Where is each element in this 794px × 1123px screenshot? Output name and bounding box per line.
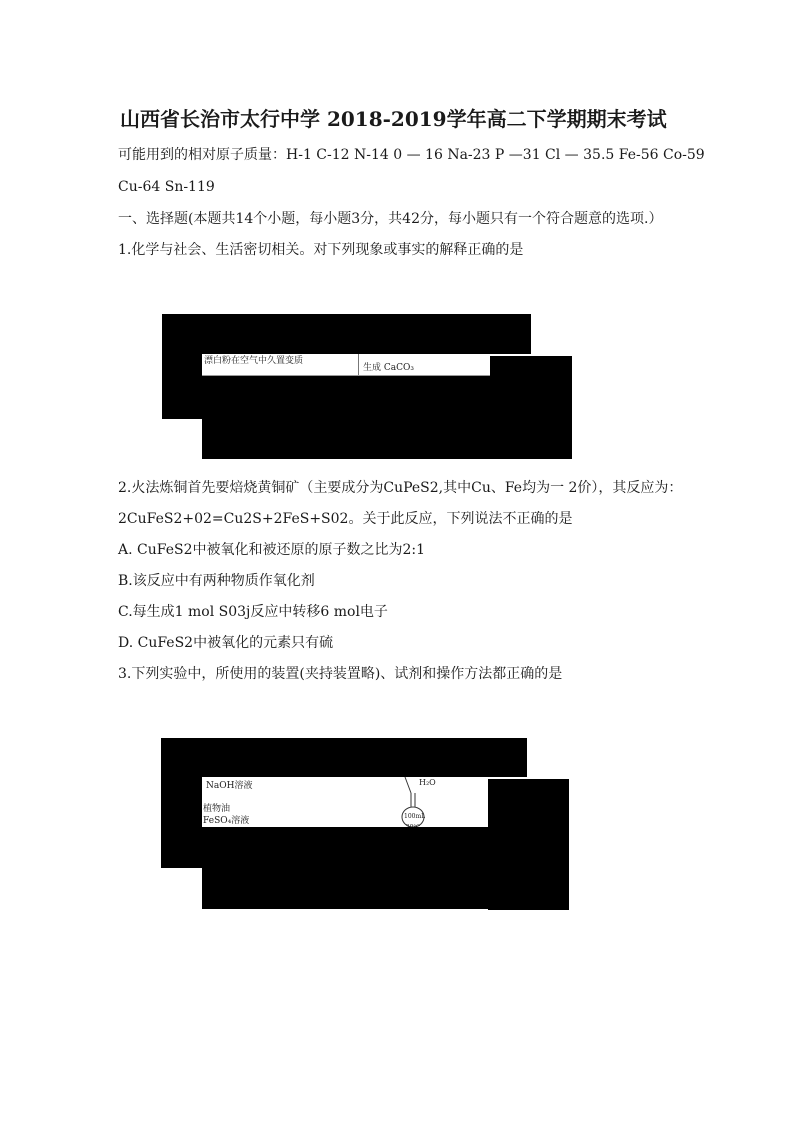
q1-row-right-text: 生成 CaCO₃ [363,363,414,373]
label-water: H₂O [419,778,436,787]
question-2-option-b: B.该反应中有两种物质作氧化剂 [118,573,315,589]
redaction-block [161,777,202,827]
question-2-stem-line-2: 2CuFeS2+02=Cu2S+2FeS+S02。关于此反应，下列说法不正确的是 [118,511,573,527]
label-flask-volume: 100mL [404,813,426,820]
redaction-block [202,419,572,459]
atomic-masses-line-2: Cu-64 Sn-119 [118,179,215,195]
question-2-stem-line-1: 2.火法炼铜首先要焙烧黄铜矿（主要成分为CuPeS2,其中Cu、Fe均为一 2价），其反应为： [118,480,683,496]
table-divider [358,354,359,376]
label-feso4-solution: FeSO₄溶液 [203,816,250,826]
redaction-block [162,314,531,354]
atomic-masses-line-1: 可能用到的相对原子质量：H-1 C-12 N-14 0 — 16 Na-23 P —31 Cl — 35.5 Fe-56 Co-59 [118,147,705,163]
page-title: 山西省长治市太行中学 2018-2019学年高二下学期期末考试 [120,107,667,131]
question-2-option-d: D. CuFeS2中被氧化的元素只有硫 [118,635,334,651]
redaction-block [161,827,569,868]
redaction-block [162,376,572,419]
redaction-block [202,868,528,909]
question-2-option-a: A. CuFeS2中被氧化和被还原的原子数之比为2:1 [118,542,426,558]
q1-table-visible-row [162,354,490,376]
label-naoh-solution: NaOH溶液 [206,781,253,791]
label-vegetable-oil: 植物油 [203,804,231,814]
q3-visible-strip [161,777,488,827]
question-1-stem: 1.化学与社会、生活密切相关。对下列现象或事实的解释正确的是 [118,242,524,258]
question-2-option-c: C.每生成1 mol S03j反应中转移6 mol电子 [118,604,388,620]
redaction-block [162,354,202,376]
q1-row-left-text: 漂白粉在空气中久置变质 [204,356,304,366]
redaction-block [161,738,527,777]
question-3-stem: 3.下列实验中，所使用的装置(夹持装置略)、试剂和操作方法都正确的是 [118,666,563,682]
section-heading: 一、选择题(本题共14个小题，每小题3分，共42分，每小题只有一个符合题意的选项.） [118,211,663,227]
